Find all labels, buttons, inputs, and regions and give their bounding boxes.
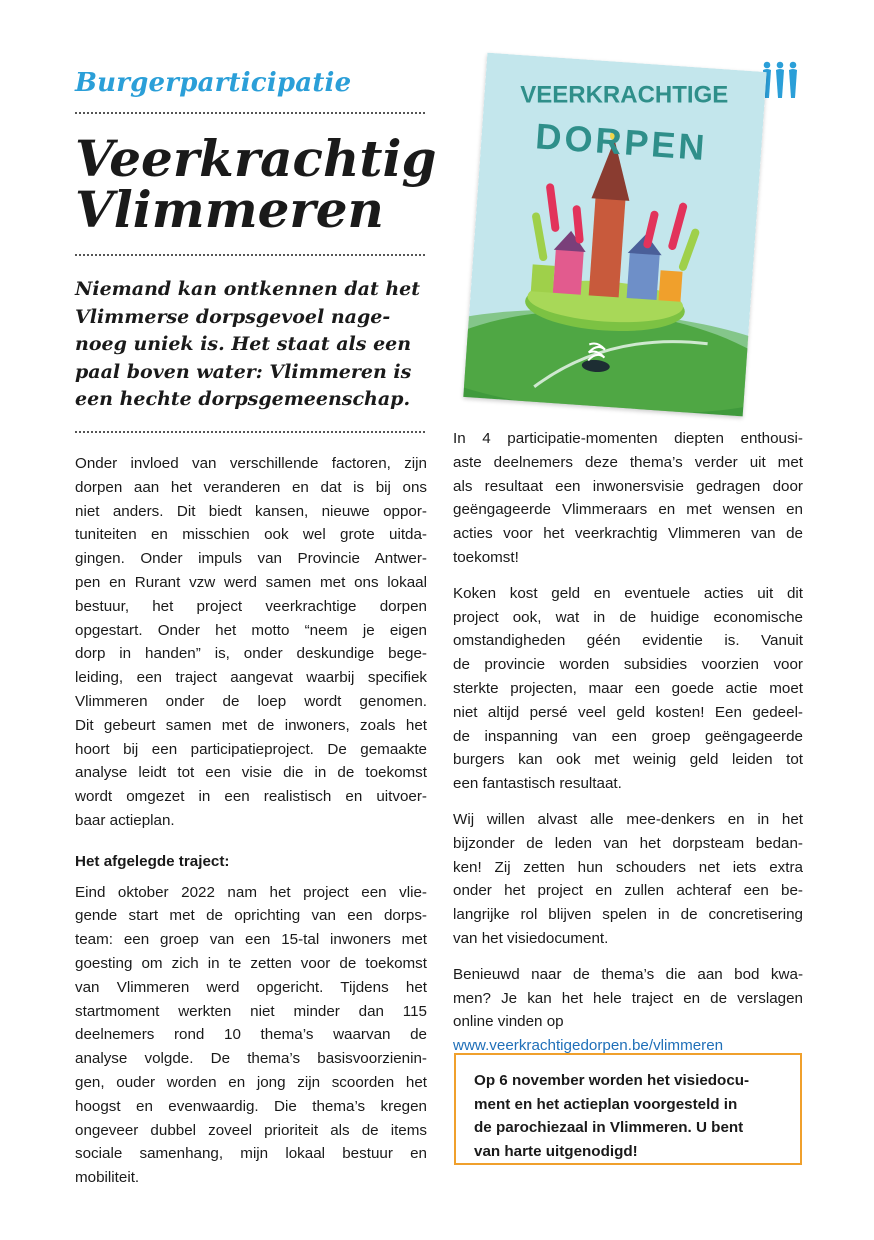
left-column (75, 452, 427, 1190)
paragraph (75, 452, 427, 833)
lead-line: noeg uniek is. Het staat als een (75, 333, 412, 355)
text-line: aste deelnemers deze thema’s verder uit met (453, 453, 803, 471)
text-line: team: een groep van een 15-tal inwoners met (75, 931, 427, 949)
text-line: geëngageerde Vlimmeraars en met wensen en (453, 501, 803, 519)
divider (75, 254, 425, 256)
cover-image (463, 53, 766, 417)
text-line: gende start met de oprichting van een dorps- (75, 907, 427, 925)
callout-line: ment en het actieplan voorgesteld in (474, 1095, 738, 1113)
page-title (75, 129, 437, 239)
text-line: Onder invloed van verschillende factoren, zijn (75, 455, 427, 472)
text-line: een fantastisch resultaat. (453, 775, 622, 793)
right-column (453, 427, 803, 1058)
lead-line: Niemand kan ontkennen dat het (75, 278, 421, 300)
text-line: project ook, wat in de huidige economische (453, 608, 803, 626)
text-line: bestuur, het project veerkrachtige dorpen (75, 597, 427, 615)
text-line: niet altijd persé veel geld kosten! Een gedeel- (453, 703, 803, 721)
callout-line: van harte uitgenodigd! (474, 1142, 638, 1160)
text-line: men? Je kan het hele traject en de verslagen (453, 989, 803, 1007)
website-link[interactable]: www.veerkrachtigedorpen.be/vlimmeren (453, 1037, 724, 1055)
text-line: leiding, een traject aangevat waarbij specifiek (75, 669, 427, 687)
title-line: Vlimmeren (75, 180, 384, 239)
cover-illustration (463, 53, 766, 417)
text-line: bijzonder de leden van het dorpsteam bedan- (453, 834, 803, 852)
people-icon (761, 60, 799, 100)
title-line: Veerkrachtig (75, 129, 437, 188)
text-line: analyse leidt tot een visie die in de toekomst (75, 764, 427, 782)
callout-line: de parochiezaal in Vlimmeren. U bent (474, 1119, 744, 1136)
text-line: Koken kost geld en eventuele acties uit dit (453, 584, 803, 602)
text-line: gingen. Onder impuls van Provincie Antwer- (75, 550, 427, 568)
text-line: deelnemers rond 10 thema’s waarvan de (75, 1026, 427, 1044)
lead-line: een hechte dorpsgemeenschap. (75, 388, 411, 410)
text-line: Wij willen alvast alle mee-denkers en in het (453, 810, 803, 828)
text-line: tuniteiten en misschien ook wel grote uitda- (75, 526, 427, 544)
paragraph (453, 427, 803, 570)
text-line: onder het project en zullen achteraf een be- (453, 882, 803, 900)
text-line: startmoment werkten niet minder dan 115 (75, 1002, 427, 1020)
text-line: niet anders. Dit biedt kansen, nieuwe oppor- (75, 502, 427, 520)
divider (75, 112, 425, 114)
invitation-callout (454, 1053, 802, 1165)
text-line: acties voor het veerkrachtig Vlimmeren van de (453, 525, 803, 543)
text-line: de inspanning van een groep geëngageerde (453, 727, 803, 745)
text-line: mobiliteit. (75, 1169, 140, 1187)
text-line: baar actieplan. (75, 811, 175, 829)
callout-line: Op 6 november worden het visiedocu- (474, 1072, 750, 1089)
text-line: van het visiedocument. (453, 929, 609, 947)
text-line: hoort bij een participatieproject. De gemaakte (75, 740, 427, 758)
paragraph (75, 881, 427, 1190)
text-line: Eind oktober 2022 nam het project een vlie- (75, 883, 427, 901)
text-line: ongeveer dubbel zoveel prioriteit als de items (75, 1121, 427, 1139)
text-line: opgestart. Onder het motto “neem je eigen (75, 621, 427, 639)
cover-title-bottom: DORPEN (534, 115, 709, 169)
text-line: omstandigheden géén evidentie is. Vanuit (453, 632, 803, 650)
text-line: gen, ouder worden en jong zijn scoorden het (75, 1073, 427, 1091)
text-line: Benieuwd naar de thema’s die aan bod kwa- (453, 965, 803, 983)
text-line: Dit gebeurt samen met de inwoners, zoals het (75, 716, 427, 734)
lead-line: paal boven water: Vlimmeren is (75, 360, 412, 383)
text-line: dorpen aan het veranderen en dat is bij ons (75, 478, 427, 496)
text-line: toekomst! (453, 548, 519, 566)
text-line: langrijke rol blijven spelen in de concretisering (453, 906, 803, 924)
divider (75, 431, 425, 433)
paragraph (453, 808, 803, 951)
text-line: online vinden op (453, 1013, 564, 1031)
text-line: Vlimmeren onder de loep wordt genomen. (75, 692, 427, 710)
text-line: wordt omgezet in een realistisch en uitvoer- (75, 788, 427, 806)
section-label: Burgerparticipatie (75, 68, 352, 98)
text-line: In 4 participatie-momenten diepten enthousi- (453, 430, 803, 447)
text-line: als resultaat een inwonersvisie gedragen door (453, 477, 803, 495)
text-line: sociale samenhang, mijn lokaal bestuur en (75, 1145, 427, 1163)
text-line: sterkte projecten, maar een goede actie moet (453, 679, 803, 697)
cover-title-top: VEERKRACHTIGE (520, 81, 729, 109)
lead-paragraph (75, 276, 427, 414)
text-line: analyse volgde. De thema’s basisvoorzienin- (75, 1050, 427, 1068)
text-line: goesting om zich in te zetten voor de toekomst (75, 954, 427, 972)
text-line: burgers kan ook met weinig geld leiden tot (453, 751, 803, 769)
text-line: van Vlimmeren werd opgericht. Tijdens het (75, 978, 427, 996)
text-line: pen en Rurant vzw werd samen met ons lokaal (75, 573, 427, 591)
text-line: de provincie worden subsidies voorzien voor (453, 656, 803, 674)
paragraph (453, 582, 803, 796)
lead-line: Vlimmerse dorpsgevoel nage- (75, 305, 391, 328)
text-line: hoogst en evenwaardig. Die thema’s kregen (75, 1097, 427, 1115)
text-line: dorp in handen” is, onder deskundige bege- (75, 645, 427, 663)
text-line: ken! Zij zetten hun schouders net iets extra (453, 858, 803, 876)
paragraph (453, 963, 803, 1058)
subheading: Het afgelegde traject: (75, 852, 230, 870)
